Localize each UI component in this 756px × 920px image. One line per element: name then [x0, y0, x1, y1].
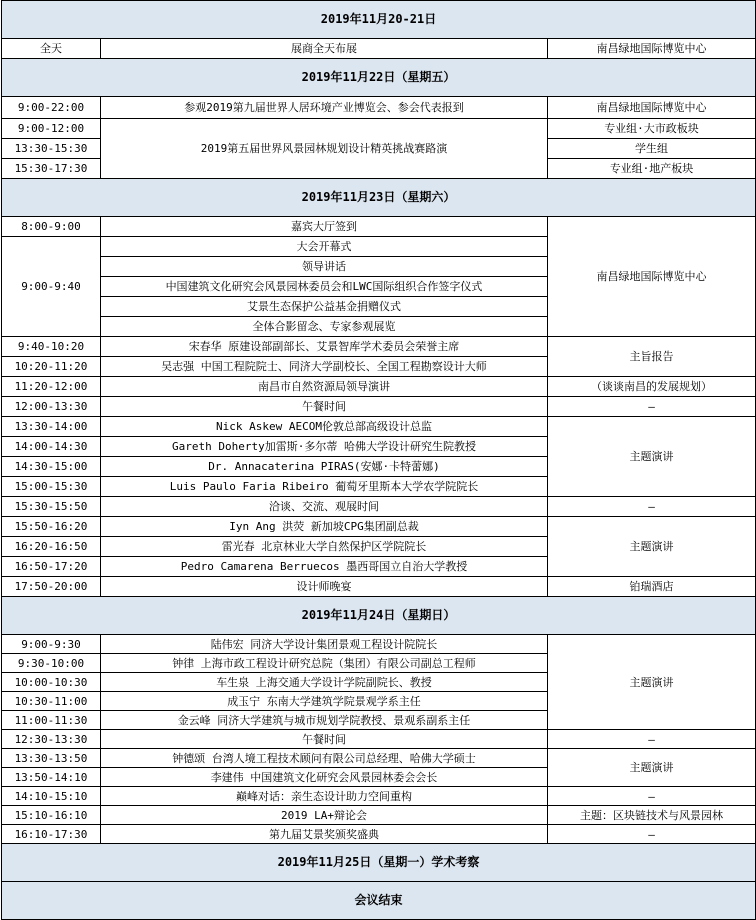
event-cell: 参观2019第九届世界人居环境产业博览会、参会代表报到 [101, 97, 548, 119]
category-cell: — [548, 787, 756, 806]
section-header: 2019年11月24日（星期日） [2, 597, 756, 635]
category-cell: — [548, 397, 756, 417]
speaker-cell: Gareth Doherty加雷斯·多尔蒂 哈佛大学设计研究生院教授 [101, 437, 548, 457]
event-cell: 展商全天布展 [101, 39, 548, 59]
time-cell: 8:00-9:00 [2, 217, 101, 237]
category-cell: — [548, 825, 756, 844]
speaker-cell: 钟律 上海市政工程设计研究总院（集团）有限公司副总工程师 [101, 654, 548, 673]
time-cell: 10:20-11:20 [2, 357, 101, 377]
time-cell: 全天 [2, 39, 101, 59]
event-cell: 午餐时间 [101, 397, 548, 417]
time-cell: 13:30-15:30 [2, 139, 101, 159]
speaker-cell: 雷光春 北京林业大学自然保护区学院院长 [101, 537, 548, 557]
time-cell: 12:30-13:30 [2, 730, 101, 749]
category-cell: — [548, 730, 756, 749]
category-cell: 主题演讲 [548, 417, 756, 497]
time-cell: 9:00-9:40 [2, 237, 101, 337]
time-cell: 9:00-9:30 [2, 635, 101, 654]
time-cell: 9:00-12:00 [2, 119, 101, 139]
time-cell: 9:00-22:00 [2, 97, 101, 119]
time-cell: 10:30-11:00 [2, 692, 101, 711]
event-cell: 2019 LA+辩论会 [101, 806, 548, 825]
time-cell: 15:30-15:50 [2, 497, 101, 517]
speaker-cell: 李建伟 中国建筑文化研究会风景园林委会会长 [101, 768, 548, 787]
time-cell: 9:40-10:20 [2, 337, 101, 357]
speaker-cell: 成玉宁 东南大学建筑学院景观学系主任 [101, 692, 548, 711]
speaker-cell: Iyn Ang 洪荧 新加坡CPG集团副总裁 [101, 517, 548, 537]
event-cell: 设计师晚宴 [101, 577, 548, 597]
time-cell: 15:10-16:10 [2, 806, 101, 825]
event-cell: 南昌市自然资源局领导演讲 [101, 377, 548, 397]
event-cell: 洽谈、交流、观展时间 [101, 497, 548, 517]
speaker-cell: 宋春华 原建设部副部长、艾景智库学术委员会荣誉主席 [101, 337, 548, 357]
category-cell: 主题演讲 [548, 635, 756, 730]
time-cell: 15:30-17:30 [2, 159, 101, 179]
event-cell: 领导讲话 [101, 257, 548, 277]
time-cell: 14:10-15:10 [2, 787, 101, 806]
event-cell: 全体合影留念、专家参观展览 [101, 317, 548, 337]
section-header: 会议结束 [2, 882, 756, 920]
speaker-cell: 车生泉 上海交通大学设计学院副院长、教授 [101, 673, 548, 692]
section-header: 2019年11月20-21日 [2, 1, 756, 39]
speaker-cell: Nick Askew AECOM伦敦总部高级设计总监 [101, 417, 548, 437]
speaker-cell: 陆伟宏 同济大学设计集团景观工程设计院院长 [101, 635, 548, 654]
time-cell: 9:30-10:00 [2, 654, 101, 673]
speaker-cell: Dr. Annacaterina PIRAS(安娜·卡特蕾娜) [101, 457, 548, 477]
section-header: 2019年11月22日（星期五） [2, 59, 756, 97]
event-cell: 2019第五届世界风景园林规划设计精英挑战赛路演 [101, 119, 548, 179]
category-cell: 主题演讲 [548, 517, 756, 577]
venue-cell: 南昌绿地国际博览中心 [548, 97, 756, 119]
speaker-cell: Pedro Camarena Berruecos 墨西哥国立自治大学教授 [101, 557, 548, 577]
venue-cell: 南昌绿地国际博览中心 [548, 39, 756, 59]
category-cell: 主旨报告 [548, 337, 756, 377]
time-cell: 11:20-12:00 [2, 377, 101, 397]
category-cell: （谈谈南昌的发展规划） [548, 377, 756, 397]
time-cell: 13:30-14:00 [2, 417, 101, 437]
event-cell: 艾景生态保护公益基金捐赠仪式 [101, 297, 548, 317]
section-header: 2019年11月23日（星期六） [2, 179, 756, 217]
venue-cell: 铂瑞酒店 [548, 577, 756, 597]
event-cell: 大会开幕式 [101, 237, 548, 257]
section-header: 2019年11月25日（星期一）学术考察 [2, 844, 756, 882]
time-cell: 12:00-13:30 [2, 397, 101, 417]
time-cell: 17:50-20:00 [2, 577, 101, 597]
time-cell: 16:10-17:30 [2, 825, 101, 844]
schedule-table [1, 0, 756, 920]
time-cell: 15:50-16:20 [2, 517, 101, 537]
time-cell: 10:00-10:30 [2, 673, 101, 692]
category-cell: — [548, 497, 756, 517]
event-cell: 巅峰对话：亲生态设计助力空间重构 [101, 787, 548, 806]
speaker-cell: 吴志强 中国工程院院士、同济大学副校长、全国工程勘察设计大师 [101, 357, 548, 377]
event-cell: 中国建筑文化研究会风景园林委员会和LWC国际组织合作签字仪式 [101, 277, 548, 297]
event-cell: 第九届艾景奖颁奖盛典 [101, 825, 548, 844]
time-cell: 16:20-16:50 [2, 537, 101, 557]
category-cell: 主题：区块链技术与风景园林 [548, 806, 756, 825]
category-cell: 主题演讲 [548, 749, 756, 787]
time-cell: 14:00-14:30 [2, 437, 101, 457]
category-cell: 专业组·地产板块 [548, 159, 756, 179]
category-cell: 专业组·大市政板块 [548, 119, 756, 139]
time-cell: 14:30-15:00 [2, 457, 101, 477]
event-cell: 嘉宾大厅签到 [101, 217, 548, 237]
category-cell: 学生组 [548, 139, 756, 159]
time-cell: 15:00-15:30 [2, 477, 101, 497]
time-cell: 13:30-13:50 [2, 749, 101, 768]
event-cell: 午餐时间 [101, 730, 548, 749]
speaker-cell: Luis Paulo Faria Ribeiro 葡萄牙里斯本大学农学院院长 [101, 477, 548, 497]
venue-cell: 南昌绿地国际博览中心 [548, 217, 756, 337]
speaker-cell: 金云峰 同济大学建筑与城市规划学院教授、景观系副系主任 [101, 711, 548, 730]
time-cell: 16:50-17:20 [2, 557, 101, 577]
time-cell: 13:50-14:10 [2, 768, 101, 787]
time-cell: 11:00-11:30 [2, 711, 101, 730]
speaker-cell: 钟德颂 台湾人境工程技术顾问有限公司总经理、哈佛大学硕士 [101, 749, 548, 768]
